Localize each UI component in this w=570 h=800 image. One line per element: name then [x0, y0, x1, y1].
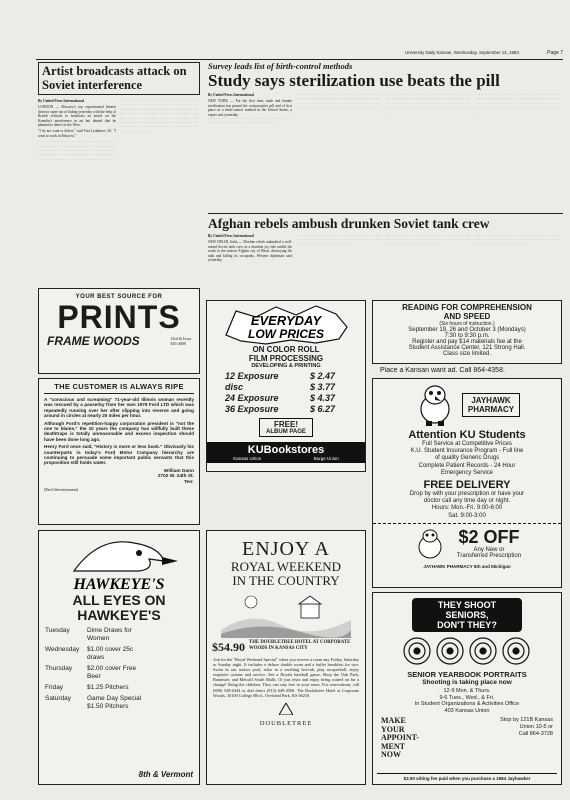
everyday-ad [206, 300, 366, 472]
sterilization-headline: Study says sterilization use beats the pill [208, 71, 500, 90]
bookstore-loc1: Kansas Union [233, 456, 262, 461]
price-label: 24 Exposure [225, 393, 279, 403]
coupon-any2: Transferred Prescription [456, 553, 522, 560]
special-day: Thursday [45, 665, 73, 672]
price-value: $ 4.37 [309, 393, 335, 403]
hawkeye-week: HAWKEYE'S [77, 607, 161, 623]
special-row [45, 646, 193, 662]
special-deal: $1.00 cover 25c draws [87, 646, 134, 661]
seniors-place1: In Student Organizations & Activities Office [414, 701, 520, 708]
hawkeye-eyes: ALL EYES ON [72, 592, 166, 608]
free-label: FREE! [273, 420, 298, 429]
pharmacy-name1: JAYHAWK [471, 396, 511, 405]
reading-ad [372, 300, 562, 364]
coupon-jayhawk-icon [413, 527, 447, 561]
special-row [45, 684, 193, 692]
artist-lead: LONDON — Moscow's top experimental theater director came out of hiding yesterday with the help of British officials to broadcast an attack on the Kremlin's interference in art but denied that he planned to defect to the West. [38, 105, 116, 128]
jayhawk-ad [372, 378, 562, 588]
pharmacy-drop1: Drop by with your prescription or have your [409, 491, 525, 498]
pharmacy-line1: Full Service at Competitive Prices [422, 441, 512, 447]
hawkeye-location: 8th & Vermont [138, 770, 193, 779]
prints-store: FRAME WOODS [47, 334, 140, 348]
special-day: Friday [45, 684, 64, 691]
enjoy-price: $54.90 [212, 640, 245, 654]
price-row [225, 371, 335, 382]
customer-ad [38, 378, 200, 525]
bookstore-logo: KUBookstores [247, 444, 325, 456]
pharmacy-line5: Emergency Service [440, 469, 494, 476]
pharmacy-name2: PHARMACY [467, 405, 515, 414]
hawkeye-ad [38, 530, 200, 785]
customer-sig3: Terr. [183, 480, 194, 486]
prints-addr1: 23rd & Iowa [170, 336, 191, 341]
coupon-any1: Any New or [473, 547, 505, 554]
hawkeye-eagle-icon [44, 531, 194, 593]
album-label: ALBUM PAGE [266, 429, 306, 435]
bookstore-loc2: Burge Union [313, 456, 339, 461]
pharmacy-hours1: Hours: Mon.-Fri. 9:00-6:00 [431, 505, 503, 512]
reading-place: Student Assistance Center, 121 Strong Hall. [408, 345, 526, 351]
enjoy-title3: IN THE COUNTRY [232, 573, 340, 588]
pharmacy-line3: of quality Generic Drugs [434, 455, 500, 462]
hawkeye-name: HAWKEYE'S [73, 576, 165, 593]
artist-quote: "I do not want to defect," said Yuri Lyubimov, 65. "I want to work in Moscow." [38, 129, 116, 138]
afghan-story: Afghan rebels ambush drunken Soviet tank crew By United Press International NEW DELHI, India — Moslem rebels ambushed a well-armed Soviet tank crew as a drunken joy ride rattled the roads in the eastern Afghan city of Herat, destroying the tank and killing its occupants, Western diplomats said yesterday. · · · · · · · · · · · · · · · · · · · · · · · · · · · · · · · · · · · · · · · · · · · · · · · · · · · · · · · · · · · · · · · · · · · · · · · · · · · · · · · · · · · · · · · · · · · · · · · · · · · · · · · · · · · · · · · · · · · · · · · · · · · · · · · · · · · · · · · · · · · · · · · · · · · · · · · · · · · · · · · · · · · · · · · · · · · · · · · · · · · · · · · · · · · · · · · · · · · · · · · · · · · · · · · · · · · · · · · · · · · · · · · · · · · · · · · · · · · · · · · · · · · · · · · · · · · · · · · · · · · · · · · · · · · · · · · · · · · · · · · · · · · · · · · · · · · · · · · · · · · · · · · · · · · · · · · · · · · · · · [208, 216, 563, 296]
price-value: $ 2.47 [309, 371, 335, 381]
customer-p2: Although Ford's repetition-happy corporation president is "not the one to blame," the 10 years the company has willfully built these deathtraps is totally unreasonable and excess inspection should have been done long ago. [44, 420, 194, 442]
pharmacy-line4: Complete Patient Records - 24 Hour [418, 462, 516, 469]
reading-title2: AND SPEED [443, 312, 491, 321]
prints-tag: YOUR BEST SOURCE FOR [75, 294, 163, 300]
seniors-place2: 403 Kansas Union [444, 707, 490, 714]
enjoy-title2: ROYAL WEEKEND [230, 559, 342, 574]
reading-title1: READING FOR COMPREHENSION [402, 303, 532, 312]
pharmacy-line2: K.U. Student Insurance Program - Full line [410, 448, 524, 455]
seniors-ad [372, 592, 562, 785]
special-day: Tuesday [45, 627, 70, 634]
masthead-page: Page 7 [547, 50, 563, 56]
reading-sub: (Six hours of instruction.) [439, 321, 495, 327]
seniors-sub2: Shooting is taking place now [422, 679, 512, 686]
afghan-lead: NEW DELHI, India — Moslem rebels ambushed a well-armed Soviet tank crew as a drunken joy ride rattled the roads in the eastern Afghan city of Herat, destroying the tank and killing its occupants, Western diplomats said yesterday. [208, 240, 292, 263]
coupon-off: $2 OFF [458, 527, 520, 548]
seniors-dates2: 9-6 Tues., Wed., & Fri. [439, 694, 495, 701]
price-row [225, 393, 335, 404]
afghan-headline: Afghan rebels ambush drunken Soviet tank crew [208, 216, 490, 231]
pharmacy-attention: Attention KU Students [408, 429, 526, 441]
special-deal: $1.25 Pitchers [87, 684, 129, 691]
classified-line: Place a Kansan want ad. Call 864-4358. [380, 367, 505, 374]
reading-limit: Class size limited. [442, 351, 491, 357]
targets-graphic [392, 634, 542, 668]
pharmacy-free-delivery: FREE DELIVERY [423, 479, 511, 492]
price-list [225, 371, 335, 415]
price-value: $ 3.77 [309, 382, 335, 392]
countryside-illustration [221, 590, 351, 638]
artist-byline: By United Press International [38, 99, 84, 103]
sterilization-story: Survey leads list of birth-control methods Study says sterilization use beats the pill By United Press International NEW YORK — For the first time, male and female sterilization has passed the contraceptive pill and of first place as a birth-control method in the United States, a report said yesterday. · · · · · · · · · · · · · · · · · · · · · · · · · · · · · · · · · · · · · · · · · · · · · · · · · · · · · · · · · · · · · · · · · · · · · · · · · · · · · · · · · · · · · · · · · · · · · · · · · · · · · · · · · · · · · · · · · · · · · · · · · · · · · · · · · · · · · · · · · · · · · · · · · · · · · · · · · · · · · · · · · · · · · · · · · · · · · · · · · · · · · · · · · · · · · · · · · · · · · · · · · · · · · · · · · · · · · · · · · · · · · · · · · · · · · · · · · · · · · · · · · · · · · · · · · · · · · · · · · · · · · · · · · · · · · · · · · · · · · · · · · · · · · · · · · · · · · · · · · · · · · · · · · · · · · · · · · · · · · · · · · · · · · · · · · · · · · · · · · · · · · · · · · · · · · · · · · · · · · · · · · · · · · · · · · · · · · · · · · · · · · · · · · · · · · · · · · · · · · · · · · · · · · · · · · · · · · · · · · · · · · · · · · · · · · · · · · · · · · · · · · · · · · · · · · · · · · · · · · · · · · · · · · · · · · · · · · · · · · · · · · · · · · · · · · · · · · · · · · · · · · · · · · · · · · · · · · · · · · · · · · · · · · · · · · · · · · · · · · · · · · · · · · · · · · · · · · · [208, 61, 563, 211]
seniors-title1: THEY SHOOT [437, 600, 497, 610]
special-deal: $2.00 cover Free Beer [87, 665, 137, 680]
reading-time: 7:30 to 9:30 p.m. [444, 333, 490, 339]
enjoy-body: Ask for the "Royal Weekend Special" when you reserve a room any Friday, Saturday or Sunday night. It includes a deluxe double room and a buffet breakfast for two. Swim in our indoor pool, relax in a soothing hot-tub, play racquetball, enjoy exquisite cuisine and service. See a Royals baseball game, Shop the Oak Park, Bannister, and Metcalf South Malls. Or just relax and enjoy being waited on for a change! Bring the children. They can stay free in your room. For reservations, call (800) 528-0444 or dial direct (913) 649-4500. The Doubletree Hotel at Corporate Woods, 10100 College Blvd., Overland Park, KS 66210. [213, 657, 359, 698]
prints-big: PRINTS [57, 299, 181, 335]
special-day: Wednesday [45, 646, 80, 653]
special-deal: Game Day Special $1.50 Pitchers [87, 695, 142, 710]
seniors-make: MAKE YOUR APPOINT- MENT NOW [381, 716, 419, 760]
price-label: 36 Exposure [225, 404, 279, 414]
pharmacy-footer: JAYHAWK PHARMACY 6th and Michigan [423, 563, 511, 569]
everyday-color: ON COLOR ROLL [252, 345, 320, 354]
price-label: disc [225, 382, 244, 392]
customer-paid: (Paid Advertisement) [44, 486, 79, 492]
starburst-graphic [221, 305, 351, 345]
reading-reg: Register and pay $14 materials fee at the [412, 339, 522, 345]
burst-word1: EVERYDAY [250, 313, 322, 328]
seniors-dates1: 12-9 Mon. & Thurs. [443, 688, 491, 694]
masthead [405, 50, 563, 58]
seniors-stop1: Stop by 121B Kansas [500, 717, 553, 724]
seniors-title2: SENIORS, [445, 610, 489, 620]
pharmacy-drop2: doctor call any time day or night. [423, 498, 511, 505]
special-row [45, 665, 193, 681]
doubletree-logo-icon [279, 703, 293, 715]
customer-sig1: William Dann [163, 468, 194, 474]
everyday-dev: DEVELOPING & PRINTING [251, 363, 321, 369]
afghan-byline: By United Press International [208, 234, 254, 238]
prints-ad [38, 288, 200, 374]
enjoy-ad [206, 530, 366, 785]
seniors-stop3: Call 864-3728 [518, 730, 553, 737]
seniors-title3: DON'T THEY? [437, 620, 497, 630]
special-row [45, 695, 193, 711]
special-deal: Dime Draws for Women [87, 627, 132, 642]
prints-addr2: 843-4000 [170, 341, 186, 346]
masthead-paper: University Daily Kansan, Wednesday, September 14, 1983 [405, 50, 519, 55]
price-label: 12 Exposure [225, 371, 279, 381]
sterilization-kicker: Survey leads list of birth-control methods [208, 61, 353, 71]
seniors-sub: SENIOR YEARBOOK PORTRAITS [407, 670, 527, 679]
price-value: $ 6.27 [309, 404, 335, 414]
artist-headline: Artist broadcasts attack on Soviet interference [42, 64, 187, 92]
jayhawk-mascot-icon [414, 383, 456, 427]
enjoy-title1: ENJOY A [242, 538, 330, 560]
price-row [225, 404, 335, 415]
special-day: Saturday [45, 695, 72, 702]
sterilization-byline: By United Press International [208, 93, 254, 97]
sterilization-rule [208, 213, 563, 214]
pharmacy-hours2: Sat. 9:00-3:00 [448, 512, 486, 519]
special-row [45, 627, 193, 643]
seniors-footer: $3.00 sitting fee paid when you purchase a 1984 Jayhawker [377, 773, 557, 781]
enjoy-hotel: THE DOUBLETREE HOTEL AT CORPORATE WOODS IN KANSAS CITY [249, 640, 351, 651]
masthead-rule [36, 59, 563, 60]
everyday-proc: FILM PROCESSING [248, 354, 324, 363]
reading-dates: September 19, 26 and October 3 (Mondays) [408, 327, 526, 333]
doubletree-logo: DOUBLETREE [259, 719, 313, 727]
hawkeye-specials [39, 627, 199, 711]
seniors-stop2: Union 10-5 or [519, 723, 553, 730]
customer-p1: A "conscious and screaming" 71-year-old Illinois woman recently was rescued by a passerby from her own 1978 Ford LTD which was repeatedly running over her after slipping into reverse and going around in circles at nearly 20 miles per hour. [44, 397, 194, 419]
price-row [225, 382, 335, 393]
customer-title: THE CUSTOMER IS ALWAYS RIPE [44, 382, 194, 394]
customer-sig2: 2702 W. 24th St. [157, 474, 194, 480]
customer-p3: Henry Ford once said, "History is more or less bunk." Obviously his counterparts in today's Ford Motor Company hierarchy are continuing to persuade some important public servants that this proposition still holds water. [44, 444, 194, 466]
burst-word2: LOW PRICES [247, 327, 325, 341]
artist-story: Artist broadcasts attack on Soviet interference By United Press International LONDON — Moscow's top experimental theater director came out of hiding yesterday with the help of British officials to broadcast an attack on the Kremlin's interference in art but denied that he planned to defect to the West. "I do not want to defect," said Yuri Lyubimov, 65. "I want to work in Moscow." · · · · · · · · · · · · · · · · · · · · · · · · · · · · · · · · · · · · · · · · · · · · · · · · · · · · · · · · · · · · · · · · · · · · · · · · · · · · · · · · · · · · · · · · · · · · · · · · · · · · · · · · · · · · · · · · · · · · · · · · · · · · · · · · · · · · · · · · · · · · · · · · · · · · · · · · · · · · · · · · · · · · · · · · · · · · · · · · · · · · · · · · · · · · · · · · · · · · · · · · · · · · · · · · · · · · · · · · · · · · · · · · · · · · · · · · · · · · · · · · · · · · · · · · · · · · · · · · · · · · · · · · · · · · · · · · · · · · · · · · · · · · · · · · · · · · · · · · · · · · · · · · · · · · · · · · · · · · · · · · · · · · · · · · · · · · · · · · · · · · · · · · · · · · · · · · · · · · · · · · · · · · · · · · · · · · · · · · · · · · · · · · · · · · · · · · · · · · · · · · · · · · · · · · · · · · · · · · · · · · · · · · · · · · · · · · · · · · · · · · · · · · · · · · · · · · · · · · · · [38, 64, 198, 162]
sterilization-lead: NEW YORK — For the first time, male and female sterilization has passed the contraceptive pill and of first place as a birth-control method in the United States, a report said yesterday. [208, 99, 292, 117]
